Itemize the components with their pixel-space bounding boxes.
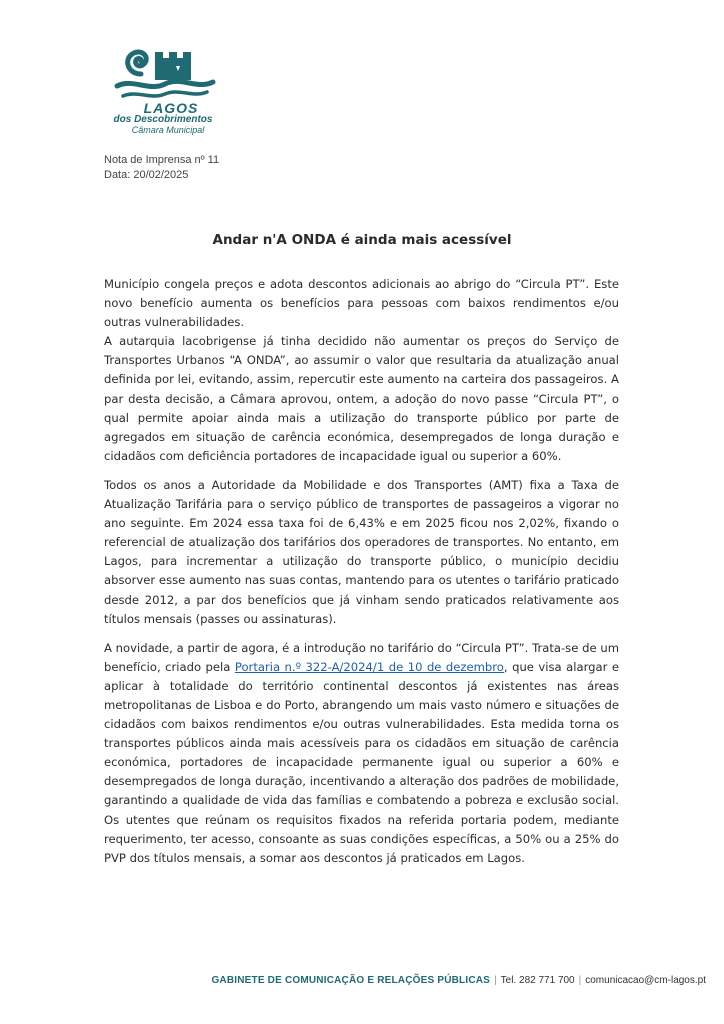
footer-org: GABINETE DE COMUNICAÇÃO E RELAÇÕES PÚBLICAS	[211, 975, 491, 986]
paragraph-circula-pt	[104, 639, 619, 868]
article-body	[104, 275, 619, 878]
logo-subtitle: Câmara Municipal	[131, 125, 205, 135]
page-footer	[0, 975, 724, 986]
paragraph-autarquia: A autarquia lacobrigense já tinha decidido não aumentar os preços do Serviço de Transportes Urbanos “A ONDA”, ao assumir o valor que resultaria da atualização anual definida por lei, evitando, assim, repercutir este aumento na carteira dos passageiros. A par desta decisão, a Câmara aprovou, ontem, a adoção do novo passe “Circula PT”, o qual permite apoiar ainda mais a utilização do transporte público por parte de agregados em situação de carência económica, desempregados de longa duração e cidadãos com deficiência portadores de incapacidade igual ou superior a 60%.	[104, 334, 619, 463]
logo-tagline: dos Descobrimentos	[113, 114, 213, 125]
paragraph-intro: Município congela preços e adota descontos adicionais ao abrigo do “Circula PT”. Este novo benefício aumenta os benefícios para pessoas com baixos rendimentos e/ou outras vulnerabilidades.	[104, 277, 619, 330]
paragraph-text: , que visa alargar e aplicar à totalidade do território continental descontos já existentes nas áreas metropolitanas de Lisboa e do Porto, abrangendo um mais vasto número e situações de cidadãos com baixos rendimentos e/ou outras vulnerabilidades. Esta medida torna os transportes públicos ainda mais acessíveis para os cidadãos em situação de carência económica, portadores de incapacidade permanente igual ou superior a 60% e desempregados de longa duração, incentivando a alteração dos padrões de mobilidade, garantindo a qualidade de vida das famílias e combatendo a pobreza e exclusão social. Os utentes que reúnam os requisitos fixados na referida portaria podem, mediante requerimento, ter acesso, consoante as suas condições específicas, a 50% ou a 25% do PVP dos títulos mensais, a somar aos descontos já praticados em Lagos.	[104, 659, 619, 865]
footer-phone: Tel. 282 771 700	[500, 975, 575, 986]
page-title: Andar n'A ONDA é ainda mais acessível	[212, 232, 512, 248]
footer-separator: |	[578, 975, 582, 986]
footer-email[interactable]: comunicacao@cm-lagos.pt	[585, 975, 706, 986]
footer-separator: |	[494, 975, 497, 986]
paragraph-amt: Todos os anos a Autoridade da Mobilidade e dos Transportes (AMT) fixa a Taxa de Atualização Tarifária para o serviço público de transportes de passageiros a vigorar no ano seguinte. Em 2024 essa taxa foi de 6,43% e em 2025 ficou nos 2,02%, fixando o referencial de atualização dos tarifários dos operadores de transportes. No entanto, em Lagos, para incrementar a utilização do transporte público, o município decidiu absorver esse aumento nas suas contas, mantendo para os utentes o tarifário praticado desde 2012, a par dos benefícios que já vinham sendo praticados relativamente aos títulos mensais (passes ou assinaturas).	[104, 477, 619, 626]
lagos-emblem-icon	[103, 40, 223, 104]
paragraph-text: A novidade, a partir de agora, é a introdução no tarifário do “Circula PT”. Trata-se de um benefício, criado pela	[104, 640, 619, 674]
municipality-logo	[103, 40, 223, 140]
press-note-date: Data: 20/02/2025	[104, 169, 189, 181]
press-note-number: Nota de Imprensa nº 11	[104, 154, 220, 166]
logo-name: LAGOS	[143, 100, 199, 116]
press-note-meta	[104, 153, 219, 183]
logo-wordmark	[103, 101, 223, 135]
portaria-link[interactable]: Portaria n.º 322-A/2024/1 de 10 de dezembro	[234, 659, 504, 674]
